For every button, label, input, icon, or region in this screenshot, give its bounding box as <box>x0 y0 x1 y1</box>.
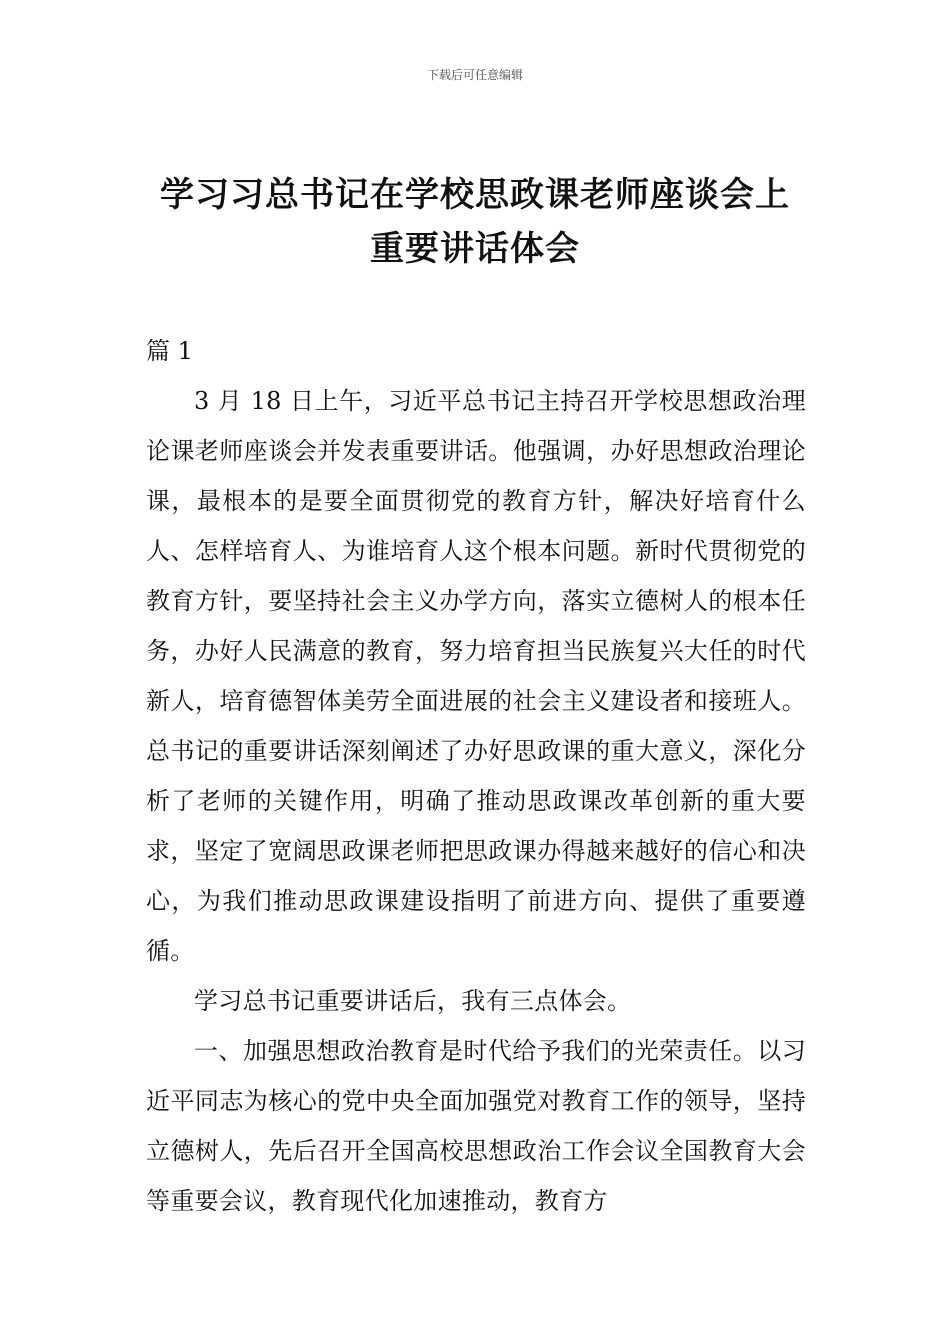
paragraph-2: 学习总书记重要讲话后，我有三点体会。 <box>194 987 632 1015</box>
paragraph-1: 3 月 18 日上午，习近平总书记主持召开学校思想政治理论课老师座谈会并发表重要讲话。他强调，办好思想政治理论课，最根本的是要全面贯彻党的教育方针，解决好培育什么人、怎样培育人、为谁培育人这个根本问题。新时代贯彻党的教育方针，要坚持社会主义办学方向，落实立德树人的根本任务，办好人民满意的教育，努力培育担当民族复兴大任的时代新人，培育德智体美劳全面进展的社会主义建设者和接班人。总书记的重要讲话深刻阐述了办好思政课的重大意义，深化分析了老师的关键作用，明确了推动思政课改革创新的重大要求，坚定了宽阔思政课老师把思政课办得越来越好的信心和决心，为我们推动思政课建设指明了前进方向、提供了重要遵循。 <box>146 387 806 965</box>
document-title <box>0 168 950 276</box>
document-title-line-1: 学习习总书记在学校思政课老师座谈会上 <box>160 175 790 215</box>
document-title-line-2: 重要讲话体会 <box>370 229 580 269</box>
paragraph-3: 一、加强思想政治教育是时代给予我们的光荣责任。以习近平同志为核心的党中央全面加强党对教育工作的领导，坚持立德树人，先后召开全国高校思想政治工作会议全国教育大会等重要会议，教育现代化加速推动，教育方 <box>146 1037 806 1215</box>
document-body <box>146 376 806 1226</box>
section-label: 篇 1 <box>146 337 193 365</box>
page-header-note: 下载后可任意编辑 <box>426 68 523 82</box>
